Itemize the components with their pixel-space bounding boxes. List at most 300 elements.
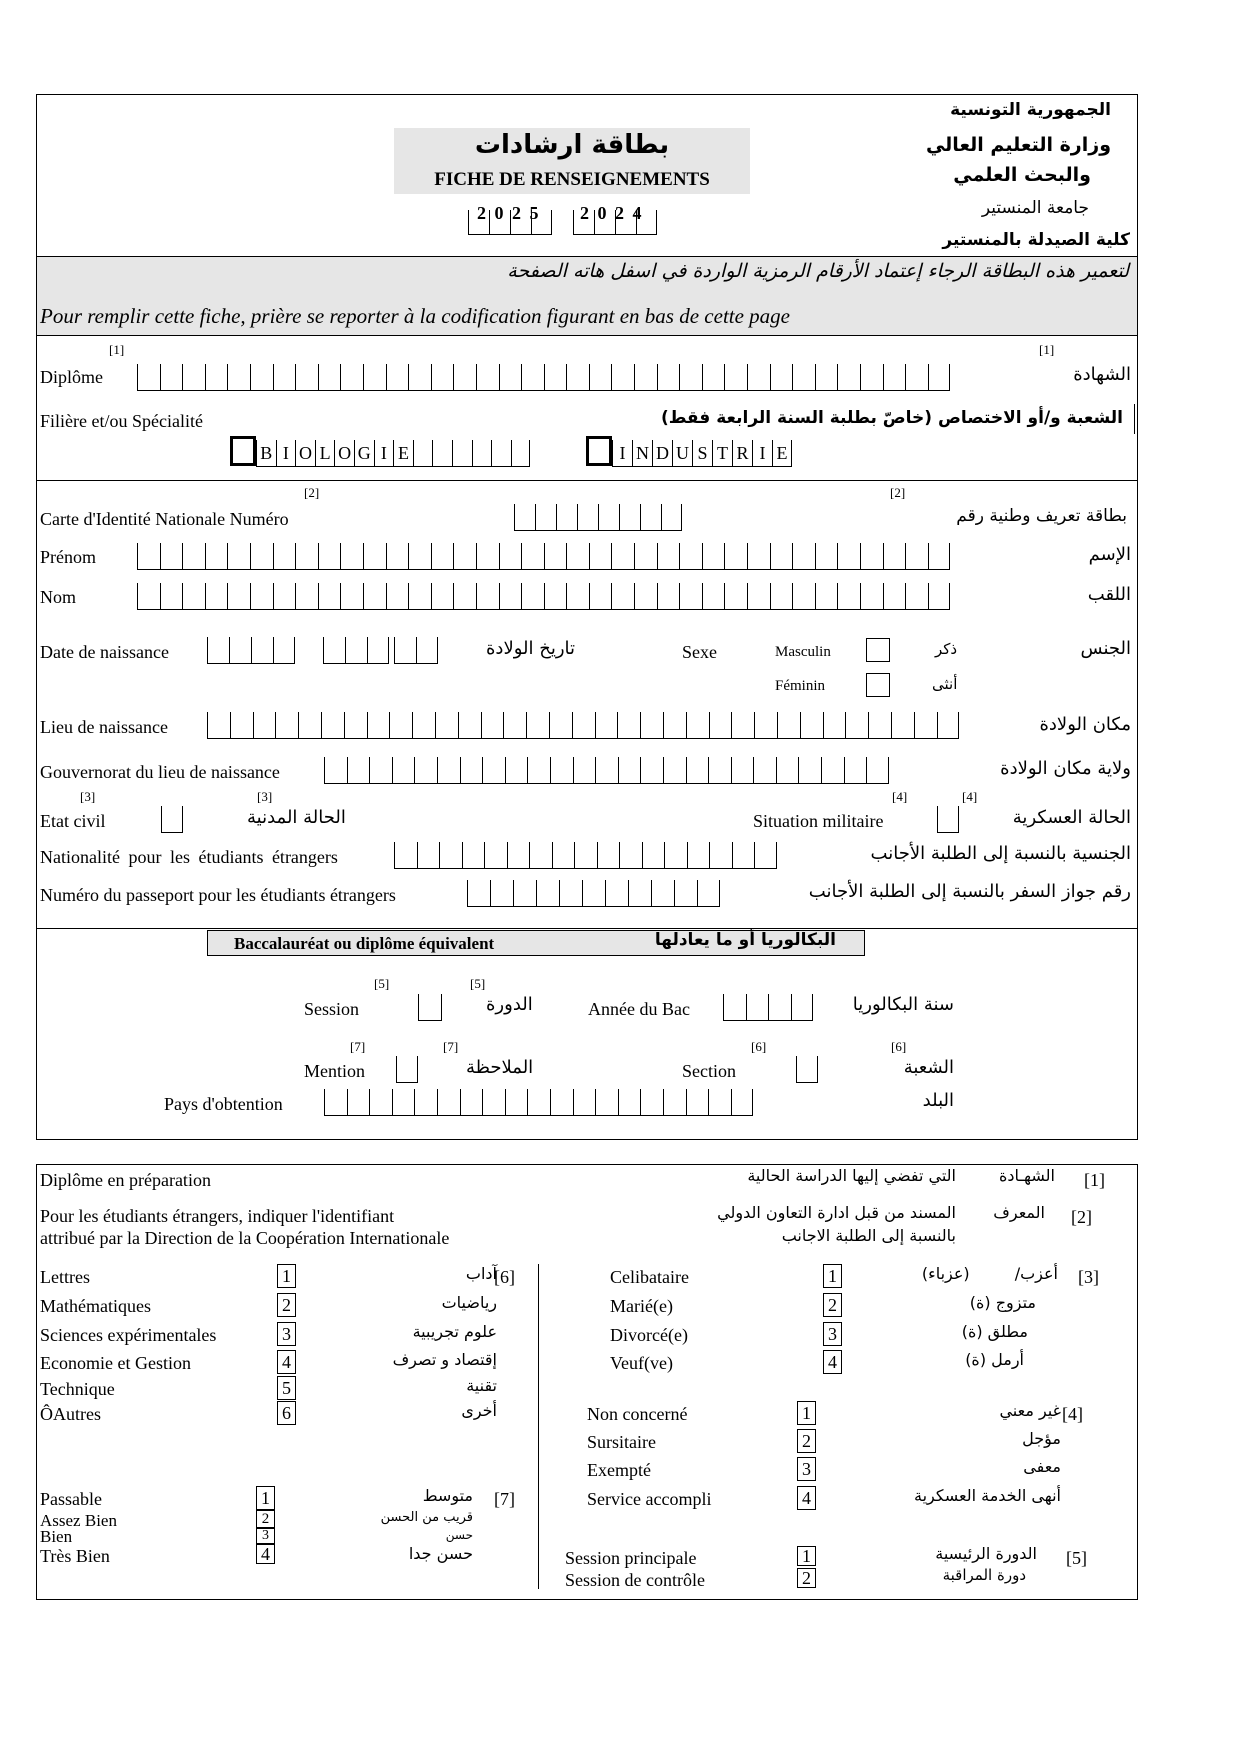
input-cell[interactable]: [431, 543, 454, 569]
input-cell[interactable]: [458, 712, 481, 738]
input-cell[interactable]: [634, 364, 657, 390]
input-cell[interactable]: [589, 543, 612, 569]
input-cell[interactable]: [369, 757, 392, 783]
input-cell[interactable]: [207, 637, 229, 663]
input-cell[interactable]: [511, 440, 531, 466]
input-cell[interactable]: [697, 880, 720, 906]
militaire-field[interactable]: [937, 806, 959, 833]
input-cell[interactable]: [160, 583, 183, 609]
input-cell[interactable]: O: [334, 440, 354, 466]
input-cell[interactable]: [514, 504, 535, 530]
input-cell[interactable]: [573, 1089, 596, 1115]
input-cell[interactable]: [205, 364, 228, 390]
input-cell[interactable]: [891, 712, 914, 738]
input-cell[interactable]: [476, 583, 499, 609]
session-field[interactable]: [418, 994, 442, 1021]
input-cell[interactable]: [396, 1056, 418, 1082]
input-cell[interactable]: [295, 364, 318, 390]
input-cell[interactable]: [476, 364, 499, 390]
input-cell[interactable]: [160, 364, 183, 390]
militaire-fr: Non concerné: [587, 1404, 688, 1424]
input-cell[interactable]: [723, 994, 746, 1020]
input-cell[interactable]: [619, 842, 642, 868]
input-cell[interactable]: [503, 712, 526, 738]
input-cell[interactable]: [230, 712, 253, 738]
input-cell[interactable]: [687, 842, 710, 868]
input-cell[interactable]: [724, 364, 747, 390]
input-cell[interactable]: [937, 806, 959, 832]
input-cell[interactable]: [389, 712, 412, 738]
input-cell[interactable]: [800, 712, 823, 738]
input-cell[interactable]: [340, 583, 363, 609]
input-cell[interactable]: [663, 712, 686, 738]
input-cell[interactable]: [344, 712, 367, 738]
filiere-choice-industrie[interactable]: [586, 436, 612, 466]
input-cell[interactable]: [572, 712, 595, 738]
input-cell[interactable]: [792, 583, 815, 609]
input-cell[interactable]: [499, 364, 522, 390]
input-cell[interactable]: [347, 757, 370, 783]
section-ar: أخرى: [461, 1401, 497, 1420]
input-cell[interactable]: D: [652, 440, 672, 466]
input-cell[interactable]: [709, 842, 732, 868]
input-cell[interactable]: [386, 543, 409, 569]
input-cell[interactable]: [453, 364, 476, 390]
input-cell[interactable]: [491, 440, 511, 466]
input-cell[interactable]: [791, 994, 814, 1020]
mention-field[interactable]: [396, 1056, 418, 1083]
input-cell[interactable]: [770, 364, 793, 390]
input-cell[interactable]: [273, 543, 296, 569]
input-cell[interactable]: [768, 994, 791, 1020]
input-cell[interactable]: [686, 1089, 709, 1115]
input-cell[interactable]: [431, 583, 454, 609]
input-cell[interactable]: [549, 712, 572, 738]
input-cell[interactable]: [663, 1089, 686, 1115]
input-cell[interactable]: E: [393, 440, 413, 466]
input-cell[interactable]: [418, 994, 442, 1020]
input-cell[interactable]: [182, 364, 205, 390]
input-cell[interactable]: [505, 757, 528, 783]
input-cell[interactable]: [273, 637, 295, 663]
input-cell[interactable]: [618, 757, 641, 783]
input-cell[interactable]: [815, 583, 838, 609]
input-cell[interactable]: [550, 1089, 573, 1115]
input-cell[interactable]: [605, 880, 628, 906]
input-cell[interactable]: [747, 583, 770, 609]
input-cell[interactable]: [550, 757, 573, 783]
input-cell[interactable]: [746, 994, 769, 1020]
code1-fr: Diplôme en préparation: [40, 1170, 211, 1190]
input-cell[interactable]: [521, 543, 544, 569]
input-cell[interactable]: [482, 757, 505, 783]
input-cell[interactable]: [521, 364, 544, 390]
input-cell[interactable]: [634, 543, 657, 569]
input-cell[interactable]: [324, 1089, 347, 1115]
input-cell[interactable]: [414, 1089, 437, 1115]
input-cell[interactable]: [453, 543, 476, 569]
passeport-label: Numéro du passeport pour les étudiants étrangers: [40, 885, 396, 905]
input-cell[interactable]: [905, 364, 928, 390]
input-cell[interactable]: [702, 583, 725, 609]
input-cell[interactable]: [227, 543, 250, 569]
input-cell[interactable]: [657, 543, 680, 569]
input-cell[interactable]: [708, 1089, 731, 1115]
input-cell[interactable]: [617, 712, 640, 738]
input-cell[interactable]: [295, 543, 318, 569]
input-cell[interactable]: [499, 583, 522, 609]
input-cell[interactable]: [408, 364, 431, 390]
militaire-label: Situation militaire: [753, 811, 884, 831]
input-cell[interactable]: [883, 364, 906, 390]
input-cell[interactable]: I: [612, 440, 632, 466]
input-cell[interactable]: [544, 364, 567, 390]
input-cell[interactable]: [770, 583, 793, 609]
input-cell[interactable]: [544, 583, 567, 609]
input-cell[interactable]: [598, 504, 619, 530]
input-cell[interactable]: [369, 1089, 392, 1115]
input-cell[interactable]: [408, 583, 431, 609]
input-cell[interactable]: [866, 757, 889, 783]
dob-year-field[interactable]: [207, 637, 295, 664]
input-cell[interactable]: [905, 583, 928, 609]
input-cell[interactable]: [928, 543, 951, 569]
input-cell[interactable]: [363, 364, 386, 390]
input-cell[interactable]: [559, 880, 582, 906]
input-cell[interactable]: [914, 712, 937, 738]
input-cell[interactable]: [651, 880, 674, 906]
input-cell[interactable]: [792, 364, 815, 390]
input-cell[interactable]: [770, 543, 793, 569]
input-cell[interactable]: [526, 712, 549, 738]
input-cell[interactable]: [482, 1089, 505, 1115]
input-cell[interactable]: [340, 543, 363, 569]
input-cell[interactable]: [367, 637, 389, 663]
input-cell[interactable]: [753, 757, 776, 783]
input-cell[interactable]: I: [276, 440, 296, 466]
input-cell[interactable]: S: [692, 440, 712, 466]
input-cell[interactable]: [394, 842, 417, 868]
masculin-checkbox[interactable]: [866, 638, 890, 662]
input-cell[interactable]: [367, 712, 390, 738]
input-cell[interactable]: N: [632, 440, 652, 466]
year-end: 2 0 2 5: [477, 203, 541, 223]
input-cell[interactable]: [527, 1089, 550, 1115]
input-cell[interactable]: [321, 712, 344, 738]
input-cell[interactable]: [435, 712, 458, 738]
input-cell[interactable]: B: [256, 440, 276, 466]
input-cell[interactable]: [679, 583, 702, 609]
passeport-field[interactable]: [467, 880, 720, 907]
input-cell[interactable]: [490, 880, 513, 906]
input-cell[interactable]: [363, 583, 386, 609]
input-cell[interactable]: [412, 712, 435, 738]
nationalite-field[interactable]: [394, 842, 777, 869]
input-cell[interactable]: [507, 842, 530, 868]
input-cell[interactable]: [595, 1089, 618, 1115]
dob-month-field[interactable]: [323, 637, 389, 664]
input-cell[interactable]: [702, 364, 725, 390]
input-cell[interactable]: [414, 757, 437, 783]
input-cell[interactable]: [642, 842, 665, 868]
input-cell[interactable]: [754, 712, 777, 738]
input-cell[interactable]: [481, 712, 504, 738]
mention-ar: حسن: [445, 1528, 473, 1542]
input-cell[interactable]: [318, 583, 341, 609]
input-cell[interactable]: [205, 543, 228, 569]
input-cell[interactable]: [392, 757, 415, 783]
input-cell[interactable]: [363, 543, 386, 569]
input-cell[interactable]: [868, 712, 891, 738]
input-cell[interactable]: [513, 880, 536, 906]
input-cell[interactable]: [227, 583, 250, 609]
input-cell[interactable]: [182, 583, 205, 609]
input-cell[interactable]: [462, 842, 485, 868]
input-cell[interactable]: O: [295, 440, 315, 466]
input-cell[interactable]: [663, 757, 686, 783]
input-cell[interactable]: [250, 583, 273, 609]
input-cell[interactable]: T: [712, 440, 732, 466]
input-cell[interactable]: [499, 543, 522, 569]
input-cell[interactable]: [708, 757, 731, 783]
input-cell[interactable]: [536, 880, 559, 906]
input-cell[interactable]: [595, 712, 618, 738]
input-cell[interactable]: R: [732, 440, 752, 466]
input-cell[interactable]: I: [752, 440, 772, 466]
input-cell[interactable]: [731, 757, 754, 783]
filiere-choice-biologie[interactable]: [230, 436, 256, 466]
input-cell[interactable]: [476, 543, 499, 569]
input-cell[interactable]: [837, 543, 860, 569]
input-cell[interactable]: [619, 504, 640, 530]
input-cell[interactable]: [182, 543, 205, 569]
input-cell[interactable]: [731, 1089, 754, 1115]
input-cell[interactable]: [686, 712, 709, 738]
input-cell[interactable]: [413, 440, 433, 466]
input-cell[interactable]: [505, 1089, 528, 1115]
cin-field[interactable]: [514, 504, 682, 531]
input-cell[interactable]: [323, 637, 345, 663]
input-cell[interactable]: [679, 543, 702, 569]
input-cell[interactable]: [295, 583, 318, 609]
input-cell[interactable]: [860, 583, 883, 609]
input-cell[interactable]: [640, 1089, 663, 1115]
input-cell[interactable]: [207, 712, 230, 738]
input-cell[interactable]: [747, 543, 770, 569]
input-cell[interactable]: [702, 543, 725, 569]
input-cell[interactable]: [556, 504, 577, 530]
input-cell[interactable]: [566, 583, 589, 609]
input-cell[interactable]: [845, 712, 868, 738]
input-cell[interactable]: [754, 842, 777, 868]
input-cell[interactable]: [345, 637, 367, 663]
input-cell[interactable]: [905, 543, 928, 569]
input-cell[interactable]: [408, 543, 431, 569]
input-cell[interactable]: [582, 880, 605, 906]
ref-4-left: [4]: [892, 789, 908, 804]
lieu-field[interactable]: [207, 712, 959, 739]
section-code: 2: [277, 1293, 296, 1317]
input-cell[interactable]: [747, 364, 770, 390]
input-cell[interactable]: [709, 712, 732, 738]
input-cell[interactable]: [275, 712, 298, 738]
prenom-field[interactable]: [137, 543, 950, 570]
input-cell[interactable]: [640, 757, 663, 783]
input-cell[interactable]: [566, 364, 589, 390]
input-cell[interactable]: [776, 757, 799, 783]
input-cell[interactable]: [589, 364, 612, 390]
input-cell[interactable]: [732, 842, 755, 868]
input-cell[interactable]: [657, 364, 680, 390]
input-cell[interactable]: [392, 1089, 415, 1115]
input-cell[interactable]: [432, 440, 452, 466]
input-cell[interactable]: [777, 712, 800, 738]
input-cell[interactable]: [535, 504, 556, 530]
input-cell[interactable]: [521, 583, 544, 609]
input-cell[interactable]: [340, 364, 363, 390]
input-cell[interactable]: [928, 364, 951, 390]
input-cell[interactable]: [460, 757, 483, 783]
input-cell[interactable]: [250, 543, 273, 569]
input-cell[interactable]: [664, 842, 687, 868]
pays-field[interactable]: [324, 1089, 753, 1116]
input-cell[interactable]: I: [374, 440, 394, 466]
input-cell[interactable]: [137, 583, 160, 609]
input-cell[interactable]: [527, 757, 550, 783]
input-cell[interactable]: [674, 880, 697, 906]
input-cell[interactable]: [227, 364, 250, 390]
input-cell[interactable]: [453, 583, 476, 609]
input-cell[interactable]: [611, 583, 634, 609]
input-cell[interactable]: [618, 1089, 641, 1115]
input-cell[interactable]: [657, 583, 680, 609]
input-cell[interactable]: [837, 364, 860, 390]
input-cell[interactable]: [386, 364, 409, 390]
input-cell[interactable]: U: [672, 440, 692, 466]
input-cell[interactable]: [796, 1056, 818, 1082]
input-cell[interactable]: [273, 364, 296, 390]
input-cell[interactable]: [937, 712, 960, 738]
input-cell[interactable]: [298, 712, 321, 738]
input-cell[interactable]: [860, 364, 883, 390]
input-cell[interactable]: [161, 806, 183, 832]
input-cell[interactable]: [577, 504, 598, 530]
input-cell[interactable]: [731, 712, 754, 738]
input-cell[interactable]: [837, 583, 860, 609]
input-cell[interactable]: [529, 842, 552, 868]
input-cell[interactable]: [273, 583, 296, 609]
input-cell[interactable]: [798, 757, 821, 783]
input-cell[interactable]: [318, 364, 341, 390]
input-cell[interactable]: [552, 842, 575, 868]
input-cell[interactable]: [661, 504, 682, 530]
nom-field[interactable]: [137, 583, 950, 610]
militaire-fr: Sursitaire: [587, 1432, 656, 1452]
input-cell[interactable]: [484, 842, 507, 868]
input-cell[interactable]: [437, 757, 460, 783]
input-cell[interactable]: [205, 583, 228, 609]
annee-field[interactable]: [723, 994, 813, 1021]
input-cell[interactable]: [386, 583, 409, 609]
input-cell[interactable]: [160, 543, 183, 569]
input-cell[interactable]: [574, 842, 597, 868]
input-cell[interactable]: [634, 583, 657, 609]
input-cell[interactable]: [686, 757, 709, 783]
input-cell[interactable]: [137, 543, 160, 569]
input-cell[interactable]: [628, 880, 651, 906]
input-cell[interactable]: [253, 712, 276, 738]
input-cell[interactable]: [452, 440, 472, 466]
input-cell[interactable]: [815, 364, 838, 390]
input-cell[interactable]: [544, 543, 567, 569]
section-field[interactable]: [796, 1056, 818, 1083]
input-cell[interactable]: [597, 842, 620, 868]
filiere-field-biologie[interactable]: [256, 440, 530, 467]
input-cell[interactable]: [467, 880, 490, 906]
input-cell[interactable]: [640, 504, 661, 530]
input-cell[interactable]: E: [772, 440, 792, 466]
input-cell[interactable]: [821, 757, 844, 783]
feminin-checkbox[interactable]: [866, 673, 890, 697]
input-cell[interactable]: [472, 440, 492, 466]
input-cell[interactable]: [883, 543, 906, 569]
input-cell[interactable]: [229, 637, 251, 663]
input-cell[interactable]: [417, 842, 440, 868]
input-cell[interactable]: [823, 712, 846, 738]
input-cell[interactable]: [318, 543, 341, 569]
input-cell[interactable]: [595, 757, 618, 783]
input-cell[interactable]: [860, 543, 883, 569]
input-cell[interactable]: [792, 543, 815, 569]
input-cell[interactable]: [460, 1089, 483, 1115]
input-cell[interactable]: G: [354, 440, 374, 466]
input-cell[interactable]: [724, 543, 747, 569]
input-cell[interactable]: [611, 543, 634, 569]
mention-ar: متوسط: [422, 1486, 473, 1505]
filiere-field-industrie[interactable]: [612, 440, 792, 467]
input-cell[interactable]: [137, 364, 160, 390]
input-cell[interactable]: [250, 364, 273, 390]
input-cell[interactable]: [347, 1089, 370, 1115]
dob-day-field[interactable]: [394, 637, 438, 664]
civil-field[interactable]: [161, 806, 183, 833]
input-cell[interactable]: [251, 637, 273, 663]
input-cell[interactable]: [883, 583, 906, 609]
civil-fr: Veuf(ve): [610, 1353, 673, 1373]
civil-ar: مطلق (ة): [961, 1322, 1028, 1341]
input-cell[interactable]: [439, 842, 462, 868]
ref-7-left: [7]: [350, 1039, 366, 1054]
input-cell[interactable]: [416, 637, 438, 663]
input-cell[interactable]: [844, 757, 867, 783]
input-cell[interactable]: [679, 364, 702, 390]
input-cell[interactable]: [815, 543, 838, 569]
input-cell[interactable]: [394, 637, 416, 663]
input-cell[interactable]: [437, 1089, 460, 1115]
input-cell[interactable]: [611, 364, 634, 390]
input-cell[interactable]: [324, 757, 347, 783]
input-cell[interactable]: [573, 757, 596, 783]
diplome-field[interactable]: [137, 364, 950, 391]
input-cell[interactable]: L: [315, 440, 335, 466]
input-cell[interactable]: [928, 583, 951, 609]
input-cell[interactable]: [589, 583, 612, 609]
input-cell[interactable]: [566, 543, 589, 569]
input-cell[interactable]: [724, 583, 747, 609]
input-cell[interactable]: [640, 712, 663, 738]
input-cell[interactable]: [431, 364, 454, 390]
gouv-field[interactable]: [324, 757, 889, 784]
